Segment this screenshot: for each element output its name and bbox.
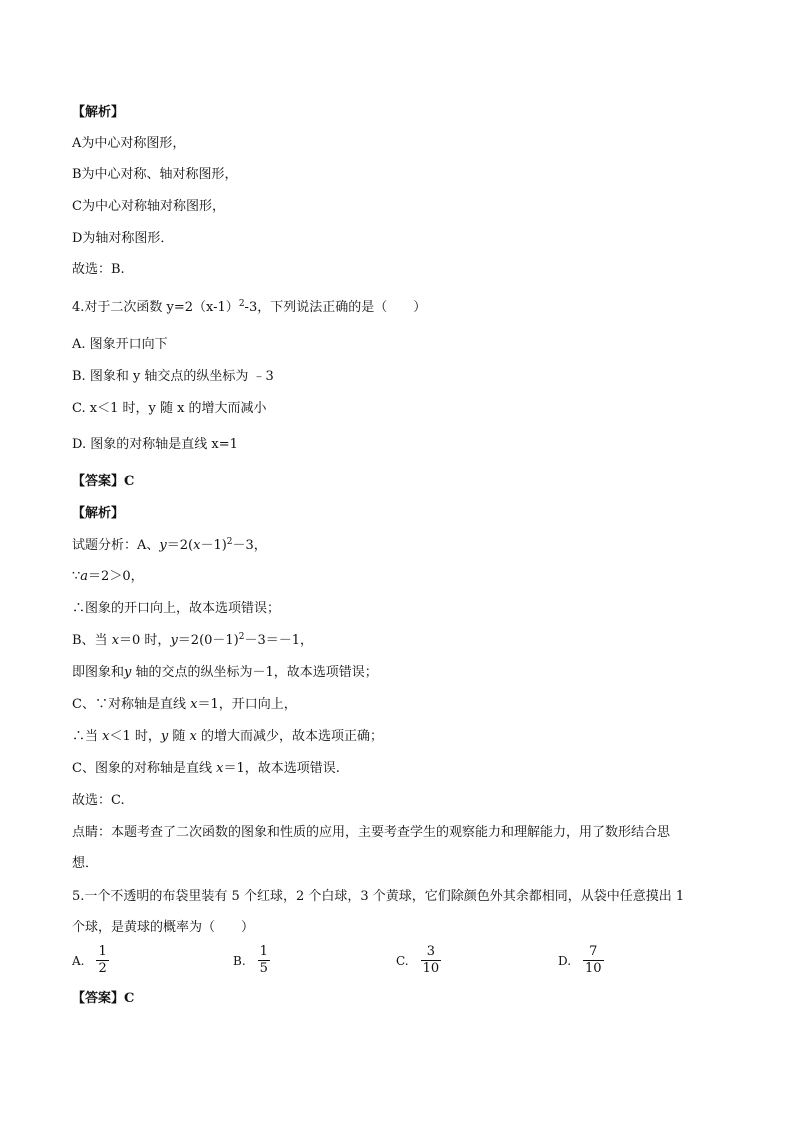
option-label: C. [396, 953, 409, 968]
text: C、图象的对称轴是直线 [72, 761, 217, 776]
analysis-line [72, 568, 144, 586]
analysis-line: 故选：B. [72, 262, 125, 277]
denominator: 5 [259, 961, 268, 976]
question-5-option-b [233, 944, 270, 977]
var: a [80, 569, 89, 584]
numerator: 1 [98, 944, 107, 959]
text: ∵ [72, 569, 81, 584]
denominator: 10 [422, 961, 440, 976]
text: 试题分析：A、 [72, 538, 160, 553]
option-label: D. [558, 953, 572, 968]
text: ＜1 时， [109, 729, 161, 744]
analysis-line: 故选：C. [72, 793, 125, 808]
numerator: 3 [421, 944, 442, 961]
var: x [111, 633, 120, 648]
stem-text: 4.对于二次函数 y=2（x-1） [72, 300, 239, 315]
question-5-option-d [558, 944, 604, 977]
text: －3， [232, 538, 267, 553]
question-4-option-c: C. x＜1 时，y 随 x 的增大而减小 [72, 401, 267, 416]
option-label: A. [72, 953, 85, 968]
analysis-line [72, 760, 340, 778]
analysis-line: B为中心对称、轴对称图形， [72, 167, 238, 182]
text: ＝2( [166, 538, 194, 553]
text: ∴当 [72, 729, 103, 744]
question-5-stem: 5.一个不透明的布袋里装有 5 个红球，2 个白球，3 个黄球，它们除颜色外其余都相同，从袋中任意摸出 1 [72, 889, 685, 904]
text: 即图象和 [72, 665, 125, 680]
analysis-line [72, 632, 313, 650]
numerator: 1 [259, 944, 268, 959]
fraction [421, 944, 442, 977]
text: ＝2＞0， [88, 569, 144, 584]
exponent: 2 [226, 537, 233, 547]
analysis-line: ∴图象的开口向上，故本选项错误； [72, 601, 281, 616]
var: x [193, 538, 201, 553]
analysis-line: C为中心对称轴对称图形， [72, 199, 225, 214]
var: y [124, 665, 132, 680]
question-4-option-b: B. 图象和 y 轴交点的纵坐标为 ﹣3 [72, 369, 274, 384]
var: x [216, 761, 224, 776]
option-label: B. [233, 953, 246, 968]
analysis-heading: 【解析】 [72, 105, 125, 120]
text: 轴的交点的纵坐标为－1，故本选项错误； [131, 665, 378, 680]
question-4-answer: 【答案】C [72, 474, 135, 489]
fraction [583, 944, 604, 977]
question-4-option-d: D. 图象的对称轴是直线 x=1 [72, 437, 238, 452]
text: B、当 [72, 633, 112, 648]
analysis-line: 想． [72, 856, 99, 871]
question-4-option-a: A. 图象开口向下 [72, 337, 168, 352]
numerator: 7 [583, 944, 604, 961]
text: ＝0 时， [119, 633, 171, 648]
question-4-analysis-heading: 【解析】 [72, 506, 125, 521]
analysis-line [72, 537, 267, 555]
denominator: 2 [98, 961, 107, 976]
question-5-option-c [396, 944, 441, 977]
exponent: 2 [238, 299, 245, 309]
text: －3＝－1， [244, 633, 314, 648]
var: x [189, 729, 197, 744]
var: x [102, 729, 110, 744]
var: y [160, 729, 169, 744]
analysis-line [72, 696, 297, 714]
text: ＝1，故本选项错误. [223, 761, 340, 776]
question-5-answer: 【答案】C [72, 991, 135, 1006]
analysis-line: D为轴对称图形． [72, 231, 174, 246]
fraction [258, 944, 270, 977]
analysis-line: A为中心对称图形， [72, 136, 186, 151]
text: 随 [168, 729, 190, 744]
analysis-line [72, 728, 383, 746]
analysis-line: 点睛：本题考查了二次函数的图象和性质的应用，主要考查学生的观察能力和理解能力，用了数形结合思 [72, 825, 671, 840]
denominator: 10 [585, 961, 602, 976]
var: y [170, 633, 178, 648]
question-5-stem: 个球，是黄球的概率为（ ） [72, 920, 255, 935]
analysis-line [72, 664, 378, 682]
text: C、∵对称轴是直线 [72, 697, 191, 712]
text: ＝2(0－1) [177, 633, 239, 648]
var: x [190, 697, 198, 712]
text: 的增大而减少，故本选项正确； [196, 729, 383, 744]
var: y [159, 538, 167, 553]
exponent: 2 [238, 632, 245, 642]
text: ＝1，开口向上， [197, 697, 297, 712]
text: －1) [200, 538, 227, 553]
fraction [96, 944, 108, 977]
question-4-stem [72, 299, 426, 317]
question-5-option-a [72, 944, 109, 977]
stem-text: -3，下列说法正确的是（ ） [244, 300, 427, 315]
